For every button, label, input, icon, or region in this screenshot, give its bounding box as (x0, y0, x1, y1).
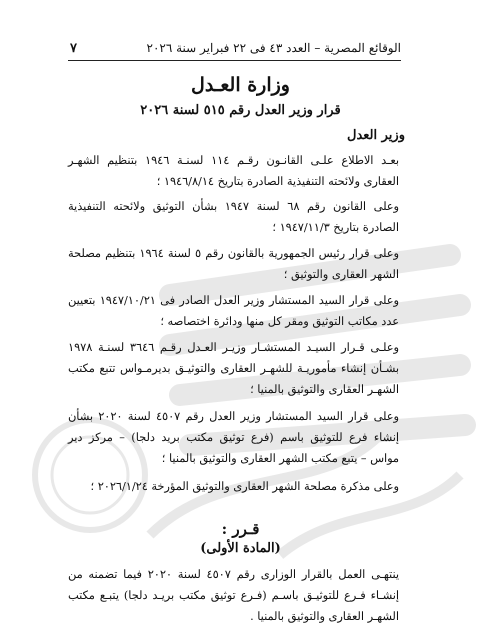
preamble-paragraph (68, 243, 399, 285)
running-header (70, 40, 401, 56)
article-title: (المادة الأولى) (200, 541, 281, 556)
ministry-name: وزارة العـدل (191, 74, 290, 96)
preamble-paragraph (68, 406, 399, 469)
preamble-text: بعـد الاطلاع علـى القانـون رقـم ١١٤ لسنـة ١٩٤٦ بتنظيم الشهـر العقارى ولائحته التنفيذية الصادرة بتاريخ ١٩٤٦/٨/١٤ ؛ (68, 154, 399, 188)
preamble-text: وعلى مذكرة مصلحة الشهر العقارى والتوثيق المؤرخة ٢٠٢٦/١/٢٤ ؛ (90, 480, 399, 493)
issuer-title: وزير العدل (347, 128, 405, 143)
preamble-paragraph (68, 150, 399, 192)
preamble-text: وعلى قرار السيد المستشار وزير العدل الصادر فى ١٩٤٧/١٠/٢١ بتعيين عدد مكاتب التوثيق ومقر كل منها ودائرة اختصاصه ؛ (68, 294, 399, 328)
gazette-issue-title: الوقائع المصرية – العدد ٤٣ فى ٢٢ فبراير سنة ٢٠٢٦ (146, 41, 401, 55)
article-paragraph (68, 564, 399, 627)
preamble-paragraph (68, 196, 399, 238)
header-divider (68, 60, 401, 61)
preamble-text: وعلى قرار السيد المستشار وزير العدل رقم ٤٥٠٧ لسنة ٢٠٢٠ بشأن إنشاء فرع للتوثيق باسم (فرع توثيق مكتب بريد دلجا) – مركز دير مواس – يتبع مكتب الشهر العقارى والتوثيق بالمنيا ؛ (68, 410, 399, 465)
preamble-text: وعلى القانون رقم ٦٨ لسنة ١٩٤٧ بشأن التوثيق ولائحته التنفيذية الصادرة بتاريخ ١٩٤٧/١١/٣ ؛ (68, 200, 400, 234)
preamble-paragraph (68, 337, 399, 400)
preamble-paragraph (68, 290, 399, 332)
article-text: ينتهـى العمل بالقرار الوزارى رقم ٤٥٠٧ لسنة ٢٠٢٠ فيما تضمنه من إنشـاء فـرع للتوثيـق باسـم (فـرع توثيق مكتب بريـد دلجا) يتبـع مكتب الشهـر العقارى والتوثيق بالمنيا . (68, 568, 399, 623)
preamble-text: وعلى قرار رئيس الجمهورية بالقانون رقم ٥ لسنة ١٩٦٤ بتنظيم مصلحة الشهر العقارى والتوثيق ؛ (68, 247, 399, 281)
page-number: ٧ (70, 40, 77, 56)
decision-title: قرار وزير العدل رقم ٥١٥ لسنة ٢٠٢٦ (140, 103, 341, 118)
preamble-paragraph (68, 476, 399, 497)
decree-heading: قـرر : (221, 520, 260, 538)
preamble-text: وعلـى قـرار السيـد المستشـار وزيـر العـدل رقـم ٣٦٤٦ لسنـة ١٩٧٨ بشـأن إنشاء مأموريـة للشهـر العقارى والتوثيـق بديرمـواس تتبع مكتب الشهـر العقارى والتوثيق بالمنيا ؛ (68, 341, 399, 396)
